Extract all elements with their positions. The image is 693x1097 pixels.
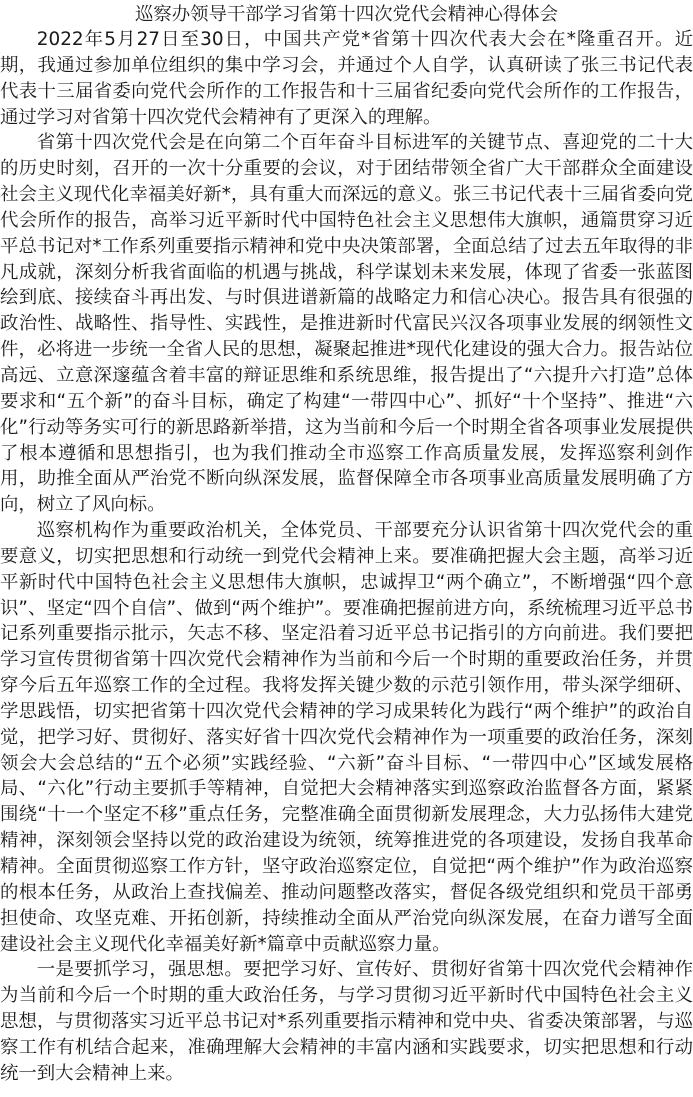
document-title: 巡察办领导干部学习省第十四次党代会精神心得体会 — [135, 4, 558, 25]
paragraph-2: 省第十四次党代会是在向第二个百年奋斗目标进军的关键节点、喜迎党的二十大的历史时刻，召开的一次十分重要的会议，对于团结带领全省广大干部群众全面建设社会主义现代化幸福美好新*，具有重大而深远的意义。张三书记代表十三届省委向党代会所作的报告，高举习近平新时代中国特色社会主义思想伟大旗帜，通篇贯穿习近平总书记对*工作系列重要指示精神和党中央决策部署，全面总结了过去五年取得的非凡成就，深刻分析我省面临的机遇与挑战，科学谋划未来发展，体现了省委一张蓝图绘到底、接续奋斗再出发、与时俱进谱新篇的战略定力和信心决心。报告具有很强的政治性、战略性、指导性、实践性，是推进新时代富民兴汉各项事业发展的纲领性文件，必将进一步统一全省人民的思想，凝聚起推进*现代化建设的强大合力。报告站位高远、立意深邃蕴含着丰富的辩证思维和系统思维，报告提出了“六提升六打造”总体要求和“五个新”的奋斗目标，确定了构建“一带四中心”、抓好“十个坚持”、推进“六化”行动等务实可行的新思路新举措，这为当前和今后一个时期全省各项事业发展提供了根本遵循和思想指引，也为我们推动全市巡察工作高质量发展，发挥巡察利剑作用，助推全面从严治党不断向纵深发展，监督保障全市各项事业高质量发展明确了方向，树立了风向标。 — [0, 132, 693, 516]
paragraph-1: 2022年5月27日至30日，中国共产党*省第十四次代表大会在*隆重召开。近期，我通过参加单位组织的集中学习会，并通过个人自学，认真研读了张三书记代表代表十三届省委向党代会所作的工作报告和十三届省纪委向党代会所作的工作报告，通过学习对省第十四次党代会精神有了更深入的理解。 — [0, 29, 693, 128]
paragraph-4: 一是要抓学习，强思想。要把学习好、宣传好、贯彻好省第十四次党代会精神作为当前和今后一个时期的重大政治任务，与学习贯彻习近平新时代中国特色社会主义思想，与贯彻落实习近平总书记对*系列重要指示精神和党中央、省委决策部署，与巡察工作有机结合起来，准确理解大会精神的丰富内涵和实践要求，切实把思想和行动统一到大会精神上来。 — [0, 959, 693, 1084]
paragraph-3: 巡察机构作为重要政治机关，全体党员、干部要充分认识省第十四次党代会的重要意义，切实把思想和行动统一到党代会精神上来。要准确把握大会主题，高举习近平新时代中国特色社会主义思想伟大旗帜，忠诚捍卫“两个确立”，不断增强“四个意识”、坚定“四个自信”、做到“两个维护”。要准确把握前进方向，系统梳理习近平总书记系列重要指示批示，矢志不移、坚定沿着习近平总书记指引的方向前进。我们要把学习宣传贯彻省第十四次党代会精神作为当前和今后一个时期的重要政治任务，并贯穿今后五年巡察工作的全过程。我将发挥关键少数的示范引领作用，带头深学细研、学思践悟，切实把省第十四次党代会精神的学习成果转化为践行“两个维护”的政治自觉，把学习好、贯彻好、落实好省十四次党代会精神作为一项重要的政治任务，深刻领会大会总结的“五个必须”实践经验、“六新”奋斗目标、“一带四中心”区域发展格局、“六化”行动主要抓手等精神，自觉把大会精神落实到巡察政治监督各方面，紧紧围绕“十一个坚定不移”重点任务，完整准确全面贯彻新发展理念，大力弘扬伟大建党精神，深刻领会坚持以党的政治建设为统领，统筹推进党的各项建设，发扬自我革命精神。全面贯彻巡察工作方针，坚守政治巡察定位，自觉把“两个维护”作为政治巡察的根本任务，从政治上查找偏差、推动问题整改落实，督促各级党组织和党员干部勇担使命、攻坚克难、开拓创新，持续推动全面从严治党向纵深发展，在奋力谱写全面建设社会主义现代化幸福美好新*篇章中贡献巡察力量。 — [0, 520, 693, 955]
